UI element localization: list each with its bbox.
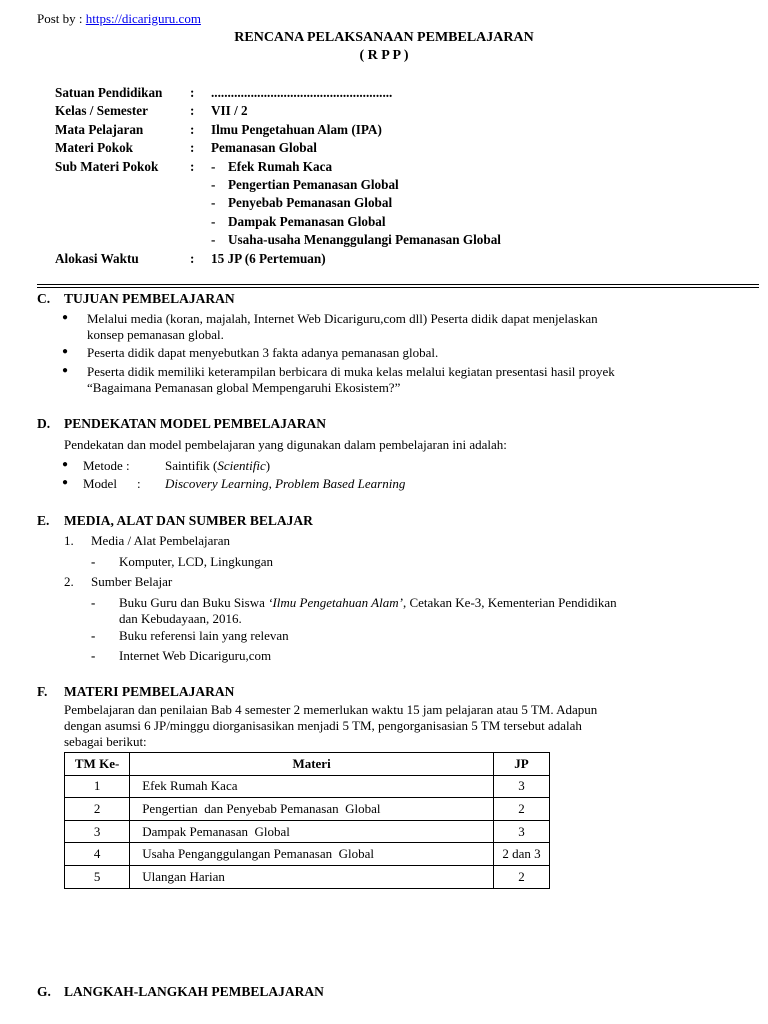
- sub-item: Dampak Pemanasan Global: [228, 213, 386, 229]
- section-d-intro: Pendekatan dan model pembelajaran yang digunakan dalam pembelajaran ini adalah:: [64, 437, 507, 452]
- section-letter: C.: [37, 291, 51, 306]
- list-item-line: konsep pemanasan global.: [87, 326, 224, 342]
- dash: -: [211, 158, 216, 174]
- numbered-item-label: Sumber Belajar: [91, 574, 173, 589]
- table-cell: Usaha Penganggulangan Pemanasan Global: [130, 843, 494, 866]
- table-cell: 3: [65, 820, 130, 843]
- section-d-heading: [37, 416, 326, 432]
- table-cell: 1: [65, 775, 130, 798]
- table-cell: Ulangan Harian: [130, 865, 494, 888]
- sub-item: Buku referensi lain yang relevan: [119, 628, 289, 643]
- mapel-label: Mata Pelajaran: [55, 121, 144, 137]
- kelas-value: VII / 2: [211, 103, 248, 119]
- bullet-icon: ●: [62, 477, 69, 488]
- table-row: [65, 843, 550, 866]
- document-subtitle: ( R P P ): [359, 48, 409, 63]
- list-item-line: Peserta didik dapat menyebutkan 3 fakta adanya pemanasan global.: [87, 345, 439, 360]
- list-item: [87, 311, 598, 342]
- table-cell: 4: [65, 843, 130, 866]
- table-cell: 5: [65, 865, 130, 888]
- list-item-line: Melalui media (koran, majalah, Internet Web Dicariguru,com dll) Peserta didik dapat menjelaskan: [87, 311, 598, 326]
- model-value: Discovery Learning, Problem Based Learning: [165, 476, 406, 491]
- sub-item: Komputer, LCD, Lingkungan: [119, 554, 274, 569]
- divider: [37, 284, 759, 285]
- list-item-line: Peserta didik memiliki keterampilan berbicara di muka kelas melalui kegiatan presentasi hasil proyek: [87, 364, 615, 379]
- section-c-heading: [37, 291, 235, 307]
- model-label: Model: [83, 476, 117, 491]
- dash: -: [211, 213, 216, 229]
- colon: :: [190, 103, 195, 119]
- table-header: Materi: [130, 753, 494, 776]
- numbered-item-label: Media / Alat Pembelajaran: [91, 533, 230, 548]
- alokasi-value: 15 JP (6 Pertemuan): [211, 250, 326, 266]
- table-row: [65, 798, 550, 821]
- table-cell: 3: [493, 775, 549, 798]
- table-cell: 2 dan 3: [493, 843, 549, 866]
- metode-row: [83, 458, 271, 474]
- model-colon: :: [137, 476, 141, 491]
- dash: -: [91, 628, 96, 643]
- section-title: MATERI PEMBELAJARAN: [64, 684, 235, 699]
- list-item: [87, 364, 615, 395]
- model-row: [83, 476, 406, 492]
- post-by: [37, 11, 201, 27]
- metode-value: Saintifik (Scientific): [165, 458, 271, 473]
- dash: -: [91, 554, 96, 569]
- section-f-heading: [37, 684, 234, 700]
- table-row: [65, 865, 550, 888]
- materi-label: Materi Pokok: [55, 140, 134, 156]
- table-header-row: [65, 753, 550, 776]
- post-by-link[interactable]: https://dicariguru.com: [85, 11, 201, 26]
- section-title: PENDEKATAN MODEL PEMBELAJARAN: [64, 416, 327, 431]
- document-title: RENCANA PELAKSANAAN PEMBELAJARAN: [234, 30, 534, 45]
- bullet-icon: ●: [62, 312, 69, 323]
- bullet-icon: ●: [62, 459, 69, 470]
- table-cell: Pengertian dan Penyebab Pemanasan Global: [130, 798, 494, 821]
- sub-label: Sub Materi Pokok: [55, 158, 159, 174]
- post-by-label: Post by :: [37, 11, 83, 26]
- section-g-heading: [37, 984, 324, 1000]
- dash: -: [211, 195, 216, 211]
- numbered-item: 1.: [64, 533, 74, 548]
- satuan-value: .......................................................: [211, 85, 393, 100]
- colon: :: [190, 250, 195, 266]
- mapel-value: Ilmu Pengetahuan Alam (IPA): [211, 121, 382, 137]
- colon: :: [190, 121, 195, 137]
- table-cell: 3: [493, 820, 549, 843]
- section-letter: F.: [37, 684, 48, 699]
- materi-value: Pemanasan Global: [211, 140, 317, 156]
- table-cell: 2: [65, 798, 130, 821]
- section-letter: G.: [37, 984, 51, 999]
- section-letter: D.: [37, 416, 51, 431]
- dash: -: [211, 176, 216, 192]
- bullet-icon: ●: [62, 365, 69, 376]
- table-cell: Efek Rumah Kaca: [130, 775, 494, 798]
- sub-item: Pengertian Pemanasan Global: [228, 176, 399, 192]
- alokasi-label: Alokasi Waktu: [55, 250, 139, 266]
- kelas-label: Kelas / Semester: [55, 103, 149, 119]
- divider: [37, 287, 759, 288]
- section-e-heading: [37, 513, 313, 529]
- bullet-icon: ●: [62, 346, 69, 357]
- sub-item: Internet Web Dicariguru,com: [119, 648, 272, 663]
- materi-table: [64, 752, 550, 889]
- colon: :: [190, 158, 195, 174]
- table-row: [65, 820, 550, 843]
- table-cell: Dampak Pemanasan Global: [130, 820, 494, 843]
- table-cell: 2: [493, 865, 549, 888]
- list-item: [87, 345, 438, 361]
- section-title: LANGKAH-LANGKAH PEMBELAJARAN: [64, 984, 324, 999]
- sub-item: Efek Rumah Kaca: [228, 158, 333, 174]
- table-header: TM Ke-: [65, 753, 130, 776]
- sub-item: Buku Guru dan Buku Siswa ‘Ilmu Pengetahuan Alam’, Cetakan Ke-3, Kementerian Pendidikan dan Kebudayaan, 2016.: [119, 595, 617, 626]
- dash: -: [91, 595, 96, 610]
- table-cell: 2: [493, 798, 549, 821]
- table-header: JP: [493, 753, 549, 776]
- dash: -: [211, 232, 216, 248]
- numbered-item: 2.: [64, 574, 74, 589]
- dash: -: [91, 648, 96, 663]
- section-title: TUJUAN PEMBELAJARAN: [64, 291, 235, 306]
- sub-item: Usaha-usaha Menanggulangi Pemanasan Global: [228, 232, 501, 248]
- table-row: [65, 775, 550, 798]
- colon: :: [190, 85, 195, 100]
- satuan-label: Satuan Pendidikan: [55, 85, 163, 100]
- metode-label: Metode :: [83, 458, 130, 473]
- section-letter: E.: [37, 513, 50, 528]
- section-f-paragraph: Pembelajaran dan penilaian Bab 4 semester 2 memerlukan waktu 15 jam pelajaran atau 5 TM. Adapun dengan asumsi 6 JP/minggu diorganisasikan menjadi 5 TM, pengorganisasian 5 TM tersebut adalah sebagai berikut:: [64, 702, 598, 749]
- section-title: MEDIA, ALAT DAN SUMBER BELAJAR: [64, 513, 313, 528]
- colon: :: [190, 140, 195, 156]
- list-item-line: “Bagaimana Pemanasan global Mempengaruhi Ekosistem?”: [87, 379, 401, 395]
- sub-item: Penyebab Pemanasan Global: [228, 195, 393, 211]
